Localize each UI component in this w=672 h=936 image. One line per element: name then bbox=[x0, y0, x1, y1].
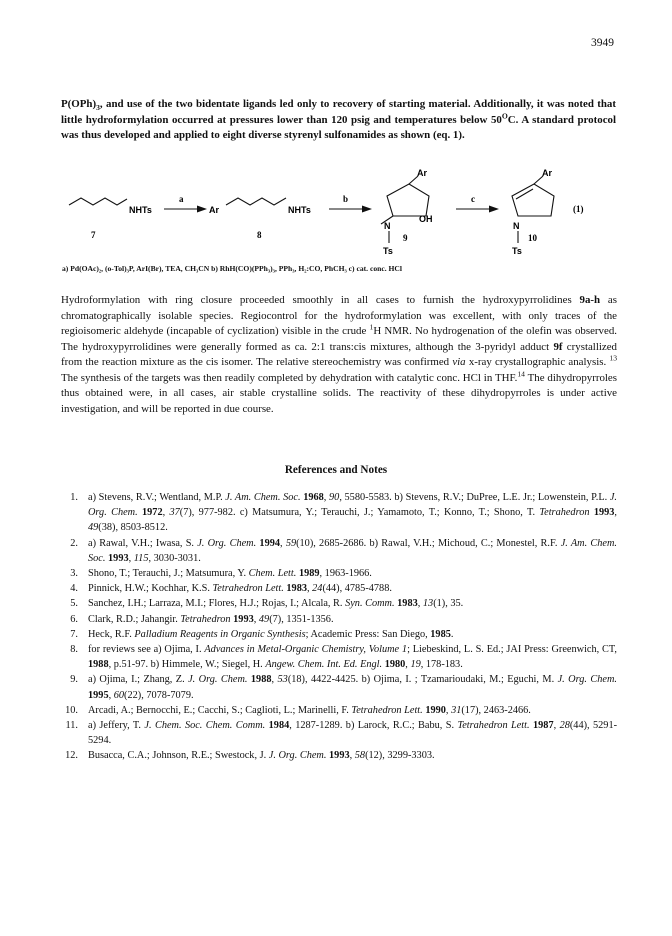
reference-number: 11. bbox=[65, 720, 78, 732]
superscript: 1 bbox=[369, 322, 374, 332]
reference-item bbox=[60, 703, 617, 718]
reference-item bbox=[60, 672, 617, 702]
label-nhts-8: NHTs bbox=[288, 205, 311, 215]
reference-bold: 1983 bbox=[397, 598, 418, 610]
compound-ref: 9f bbox=[553, 340, 563, 353]
reference-number: 1. bbox=[70, 492, 78, 503]
reference-italic: 58 bbox=[354, 750, 366, 762]
reference-bold: 1993 bbox=[329, 750, 350, 762]
reference-text: (7), 977-982. c) Matsumura, Y.; Terauchi, J.; Yamamoto, T.; Konno, T.; Shono, T. bbox=[179, 507, 540, 519]
label-ar-9: Ar bbox=[417, 168, 428, 178]
reference-text: , bbox=[553, 720, 560, 732]
references-list bbox=[60, 490, 617, 764]
reference-bold: 1968 bbox=[303, 492, 324, 503]
reference-italic: Tetrahedron bbox=[539, 507, 590, 519]
reference-text: , bbox=[445, 704, 452, 716]
reference-italic: Angew. Chem. Int. Ed. Engl. bbox=[265, 659, 383, 671]
reference-italic: J. Org. Chem. bbox=[268, 750, 327, 762]
compound-10-number: 10 bbox=[528, 233, 537, 243]
reaction-scheme bbox=[61, 168, 616, 278]
reference-text: (38), 8503-8512. bbox=[98, 522, 168, 534]
body-paragraph bbox=[61, 293, 617, 417]
reference-italic: Tetrahedron Lett. bbox=[351, 704, 423, 716]
reference-text: , bbox=[253, 613, 259, 625]
reference-text: , bbox=[271, 674, 278, 686]
chain-7 bbox=[69, 198, 127, 205]
reference-bold: 1972 bbox=[142, 507, 163, 519]
reference-italic: J. Org. Chem. bbox=[188, 674, 248, 686]
reference-italic: 49 bbox=[258, 613, 270, 625]
step-b-label: b bbox=[343, 194, 349, 204]
reference-number: 4. bbox=[70, 583, 78, 595]
reference-bold: 1993 bbox=[108, 552, 129, 564]
reference-italic: J. Am. Chem. Soc. bbox=[88, 537, 617, 564]
reference-italic: 13 bbox=[422, 598, 434, 610]
reference-text: . bbox=[450, 628, 454, 640]
reference-text: (12), 3299-3303. bbox=[365, 750, 435, 762]
compound-7-number: 7 bbox=[91, 230, 96, 240]
reference-text: (18), 4422-4425. b) Ojima, I. ; Tzamarioudaki, M.; Eguchi, M. bbox=[287, 674, 558, 686]
reference-text: , bbox=[108, 689, 114, 701]
reference-text: a) Ojima, I.; Zhang, Z. bbox=[88, 674, 189, 686]
reference-text: , bbox=[349, 750, 355, 762]
compound-ref: 9a-h bbox=[579, 294, 601, 306]
compound-8-number: 8 bbox=[257, 230, 262, 240]
reference-bold: 1987 bbox=[533, 720, 554, 732]
reference-bold: 1990 bbox=[425, 704, 446, 716]
reference-italic: 19 bbox=[410, 659, 421, 671]
reference-text: (44), 5291-5294. bbox=[88, 720, 618, 747]
reference-text: , bbox=[128, 552, 134, 564]
reference-bold: 1989 bbox=[298, 568, 320, 580]
references-heading: References and Notes bbox=[284, 464, 388, 476]
label-ts-10: Ts bbox=[512, 246, 522, 256]
reference-text: Sanchez, I.H.; Larraza, M.I.; Flores, H.J.; Rojas, I.; Alcala, R. bbox=[88, 598, 346, 610]
reference-text: , 3030-3031. bbox=[148, 552, 201, 564]
reference-number: 6. bbox=[70, 613, 78, 625]
reference-text: a) Stevens, R.V.; Wentland, M.P. bbox=[88, 492, 226, 503]
reference-text: a) Jeffery, T. bbox=[88, 720, 145, 732]
reference-text: , bbox=[162, 507, 170, 519]
reference-text: , bbox=[614, 507, 617, 519]
reference-italic: 115 bbox=[133, 552, 149, 564]
reference-italic: 53 bbox=[277, 674, 288, 686]
reference-item bbox=[60, 718, 617, 748]
reference-bold: 1994 bbox=[259, 537, 281, 549]
reference-italic: J. Am. Chem. Soc. bbox=[225, 492, 301, 503]
equation-number: (1) bbox=[573, 204, 584, 214]
reference-item bbox=[60, 612, 617, 627]
intro-superscript: O bbox=[501, 110, 508, 120]
reference-item bbox=[60, 490, 617, 536]
reference-text: Clark, R.D.; Jahangir. bbox=[88, 613, 181, 625]
reference-bold: 1988 bbox=[88, 659, 109, 671]
reference-text: , bbox=[323, 492, 330, 503]
arrow-a-head bbox=[197, 206, 207, 213]
reference-text: ; Liebeskind, L. S. Ed.; JAI Press: Greenwich, CT, bbox=[407, 644, 618, 656]
body-text: as chromatographically isolable species. Regiocontrol for the hydroformylation was excellent, with only traces of the regioisomeric aldehyde (incapable of cyclization) visible in the crude bbox=[61, 294, 618, 337]
reference-italic: 49 bbox=[88, 522, 99, 534]
label-n-10: N bbox=[513, 221, 520, 231]
body-text: The dihydropyrroles thus obtained were, in all cases, air stable crystalline solids. The reactivity of these dihydropyrroles is under active investigation, and will be reported in due course. bbox=[61, 371, 617, 415]
reference-item bbox=[60, 536, 617, 566]
intro-paragraph bbox=[61, 97, 616, 144]
step-a-label: a bbox=[179, 194, 184, 204]
reference-bold: 1983 bbox=[286, 583, 307, 595]
reference-italic: Chem. Lett. bbox=[248, 568, 297, 580]
ring-9 bbox=[387, 184, 429, 216]
label-n-9: N bbox=[384, 221, 391, 231]
reference-text: ; Academic Press: San Diego, bbox=[305, 628, 431, 640]
label-ar-10: Ar bbox=[542, 168, 553, 178]
reference-italic: 31 bbox=[451, 704, 462, 716]
arrow-b-head bbox=[362, 206, 372, 213]
body-text: The synthesis of the targets was then readily completed by dehydration with catalytic conc. HCl in THF. bbox=[61, 371, 518, 384]
reference-italic: J. Org. Chem. bbox=[557, 674, 617, 686]
reaction-conditions: a) Pd(OAc)₂, (o-Tol)₃P, ArI(Br), TEA, CH₃CN b) RhH(CO)(PPh₃)₃, PPh₃, H₂:CO, PhCH₃ c) cat. conc. HCl bbox=[62, 264, 403, 273]
reference-text: Arcadi, A.; Bernocchi, E.; Cacchi, S.; Caglioti, L.; Marinelli, F. bbox=[88, 704, 352, 716]
intro-text: C. A standard protocol was thus developed and applied to eight diverse styrenyl sulfonamides as shown (eq. 1). bbox=[61, 113, 616, 142]
page-number: 3949 bbox=[591, 37, 614, 49]
reference-number: 12. bbox=[65, 750, 78, 762]
reference-text: for reviews see a) Ojima, I. bbox=[88, 644, 205, 656]
reference-text: , 1963-1966. bbox=[319, 568, 372, 580]
reference-item bbox=[60, 581, 617, 596]
reference-text: , bbox=[306, 583, 313, 595]
reference-text: , bbox=[405, 659, 411, 671]
reference-text: , 178-183. bbox=[420, 659, 463, 671]
reference-italic: 24 bbox=[312, 583, 323, 595]
label-ts-9: Ts bbox=[383, 246, 393, 256]
intro-text: P(OPh) bbox=[61, 98, 97, 110]
chain-8 bbox=[226, 198, 286, 205]
intro-subscript: 3 bbox=[96, 103, 100, 113]
reference-number: 9. bbox=[70, 674, 78, 686]
reference-text: , p.51-97. b) Himmele, W.; Siegel, H. bbox=[108, 659, 266, 671]
body-text: H NMR. No hydrogenation of the olefin was observed. The hydroxypyrrolidines were generally formed as ca. 2:1 trans:cis mixtures, although the 3-pyridyl adduct bbox=[61, 325, 618, 353]
reference-italic: Tetrahedron Lett. bbox=[457, 720, 530, 732]
reference-bold: 1984 bbox=[268, 720, 290, 732]
reference-item bbox=[60, 566, 617, 581]
italic-text: via bbox=[452, 356, 466, 368]
reference-bold: 1993 bbox=[593, 507, 615, 519]
reference-bold: 1993 bbox=[233, 613, 254, 625]
reference-italic: 59 bbox=[285, 537, 297, 549]
reference-italic: Advances in Metal-Organic Chemistry, Volume 1 bbox=[204, 644, 408, 656]
reference-item bbox=[60, 627, 617, 642]
reference-bold: 1985 bbox=[430, 628, 451, 640]
reference-text: (7), 1351-1356. bbox=[269, 613, 334, 625]
reference-number: 7. bbox=[70, 628, 78, 640]
reference-text: , bbox=[417, 598, 423, 610]
reference-italic: J. Chem. Soc. Chem. Comm. bbox=[144, 720, 266, 732]
reference-item bbox=[60, 596, 617, 611]
reference-text: (17), 2463-2466. bbox=[461, 704, 531, 716]
reference-text: (1), 35. bbox=[433, 598, 464, 610]
reference-text: (44), 4785-4788. bbox=[322, 583, 392, 595]
compound-9-number: 9 bbox=[403, 233, 408, 243]
reference-item bbox=[60, 642, 617, 672]
reference-text: (10), 2685-2686. b) Rawal, V.H.; Michoud, C.; Monestel, R.F. bbox=[296, 537, 561, 549]
step-c-label: c bbox=[471, 194, 475, 204]
reference-italic: J. Org. Chem. bbox=[197, 537, 257, 549]
reference-text: , 1287-1289. b) Larock, R.C.; Babu, S. bbox=[289, 720, 458, 732]
label-nhts-7: NHTs bbox=[129, 205, 152, 215]
reference-number: 5. bbox=[70, 598, 78, 610]
reference-item bbox=[60, 748, 617, 763]
intro-text: , and use of the two bidentate ligands led only to recovery of starting material. Additionally, it was noted that little hydroformylation occurred at pressures lower than 120 psig and temperatures below 50 bbox=[61, 98, 616, 126]
ring-10 bbox=[512, 184, 554, 216]
reference-italic: Tetrahedron Lett. bbox=[212, 583, 284, 595]
reference-italic: 60 bbox=[113, 689, 125, 701]
reference-italic: 28 bbox=[559, 720, 570, 732]
citation-superscript: 14 bbox=[517, 368, 525, 378]
ring-10-double-bond bbox=[516, 189, 533, 199]
reference-text: Shono, T.; Terauchi, J.; Matsumura, Y. bbox=[88, 568, 249, 580]
label-oh: OH bbox=[419, 214, 433, 224]
reference-italic: Palladium Reagents in Organic Synthesis bbox=[134, 628, 306, 640]
label-ar-8: Ar bbox=[209, 205, 220, 215]
reference-italic: J. Org. Chem. bbox=[88, 492, 617, 519]
body-text: x-ray crystallographic analysis. bbox=[465, 356, 610, 368]
reference-text: Busacca, C.A.; Johnson, R.E.; Swestock, J. bbox=[88, 750, 269, 762]
body-text: Hydroformylation with ring closure proceeded smoothly in all cases to furnish the hydroxypyrrolidines bbox=[61, 294, 580, 306]
arrow-c-head bbox=[489, 206, 499, 213]
reference-text: , bbox=[280, 537, 286, 549]
citation-superscript: 13 bbox=[609, 353, 617, 363]
reference-italic: 37 bbox=[169, 507, 180, 519]
reference-text: a) Rawal, V.H.; Iwasa, S. bbox=[88, 537, 198, 549]
reference-bold: 1995 bbox=[88, 689, 109, 701]
reference-number: 10. bbox=[65, 704, 78, 716]
reference-number: 2. bbox=[70, 537, 78, 549]
reference-number: 3. bbox=[70, 568, 78, 580]
reference-italic: 90 bbox=[329, 492, 340, 503]
reference-italic: Tetrahedron bbox=[180, 613, 231, 625]
body-text: crystallized from the reaction mixture as the cis isomer. The relative stereochemistry was confirmed bbox=[61, 340, 617, 368]
reference-number: 8. bbox=[70, 644, 78, 656]
reference-text: (22), 7078-7079. bbox=[124, 689, 194, 701]
reference-text: Pinnick, H.W.; Kochhar, K.S. bbox=[88, 583, 213, 595]
reference-bold: 1988 bbox=[250, 674, 272, 686]
reference-text: , 5580-5583. b) Stevens, R.V.; DuPree, L.E. Jr.; Lowenstein, P.L. bbox=[339, 492, 610, 503]
reference-text: Heck, R.F. bbox=[88, 628, 135, 640]
reference-italic: Syn. Comm. bbox=[345, 598, 395, 610]
reference-bold: 1980 bbox=[384, 659, 406, 671]
